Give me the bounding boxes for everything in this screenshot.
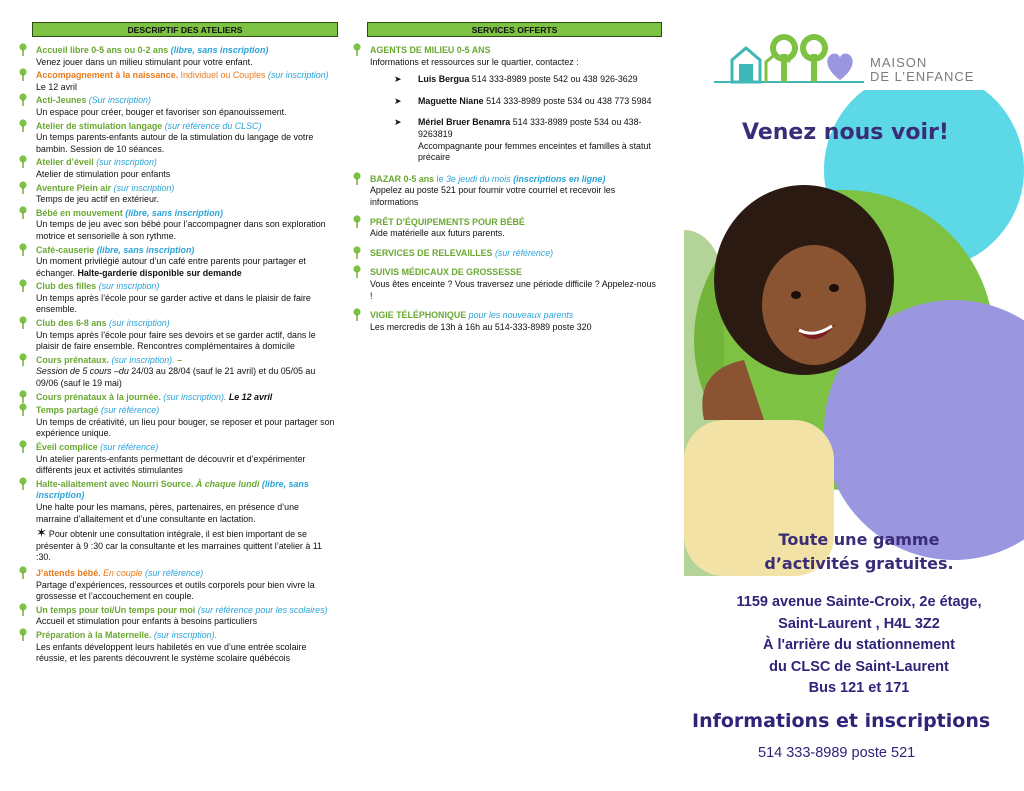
logo-wordmark: [870, 56, 974, 84]
pin-icon: [18, 440, 28, 454]
pin-icon: [352, 172, 362, 186]
activity-title: Un temps pour toi/Un temps pour moi: [36, 604, 196, 615]
contact-name: Luis Bergua: [418, 74, 470, 85]
arrow-icon: ➤: [394, 117, 402, 128]
service-bazar-when: 3e jeudi du mois: [445, 173, 511, 184]
cover-panel: [684, 0, 1024, 791]
activity-desc: Un temps après l’école pour se garder active et dans le plaisir de faire ensemble.: [36, 292, 311, 315]
activity-item: [18, 45, 336, 68]
address-block: [694, 592, 1024, 700]
activity-item: [18, 442, 336, 477]
activity-item: [18, 568, 336, 603]
info-title: Informations et inscriptions: [692, 710, 991, 732]
service-bazar-desc: Appelez au poste 521 pour fournir votre courriel et recevoir les informations: [370, 185, 616, 207]
activity-desc: Temps de jeu actif en extérieur.: [36, 194, 159, 205]
services-list: [352, 45, 660, 333]
contact-item: [394, 117, 660, 163]
activity-tag: (Sur inscription): [88, 95, 151, 106]
activity-date: Le 12 avril: [228, 391, 273, 402]
tagline: [739, 528, 979, 576]
activity-extra: Individuel ou Couples: [180, 70, 266, 81]
pin-icon: [18, 119, 28, 133]
service-relevailles-tag: (sur référence): [494, 247, 554, 258]
activities-header: DESCRIPTIF DES ATELIERS: [32, 22, 338, 37]
service-agents-title: AGENTS DE MILIEU 0-5 ANS: [370, 45, 491, 55]
pin-icon: [352, 215, 362, 229]
activity-tag: (sur référence): [145, 567, 204, 578]
activity-title: Accompagnement à la naissance.: [36, 70, 179, 81]
pin-icon: [18, 155, 28, 169]
activity-desc: Accueil et stimulation pour enfants à besoins particuliers: [36, 616, 258, 627]
logo-line-2: DE L’ENFANCE: [870, 69, 975, 84]
pin-icon: [18, 68, 28, 82]
pin-icon: [18, 279, 28, 293]
cover-illustration: [684, 90, 1024, 580]
service-suivis: [352, 267, 660, 302]
activity-tail: –: [177, 354, 183, 365]
pin-icon: [18, 316, 28, 330]
tagline-line-1: Toute une gamme: [778, 530, 940, 549]
activity-title: Préparation à la Maternelle.: [36, 629, 152, 640]
service-vigie-tag: pour les nouveaux parents: [468, 310, 574, 321]
activity-desc: 24/03 au 28/04 (sauf le 21 avril) et du 05/05 au 09/06 (sauf le 19 mai): [36, 366, 316, 389]
activity-title: Temps partagé: [36, 405, 99, 416]
contact-info: 514 333-8989 poste 542 ou 438 926-3629: [471, 74, 638, 85]
service-suivis-title: SUIVIS MÉDICAUX DE GROSSESSE: [370, 267, 522, 278]
activity-item: [18, 392, 336, 404]
activity-tag: (sur inscription): [96, 157, 157, 168]
star-icon: ✶: [36, 525, 47, 541]
headline: Venez nous voir!: [742, 120, 949, 145]
activity-title: Acti-Jeunes: [36, 95, 87, 106]
contact-list: [394, 74, 660, 164]
activity-item: [18, 630, 336, 665]
service-vigie-desc: Les mercredis de 13h à 16h au 514-333-8989 poste 320: [370, 321, 592, 332]
activity-title: Club des filles: [36, 281, 97, 292]
activity-desc: Un temps de créativité, un lieu pour bouger, se reposer et pour partager son expérience unique.: [36, 416, 335, 439]
activity-tag: (sur inscription): [109, 318, 170, 329]
activity-tag: (sur référence pour les scolaires): [197, 604, 328, 615]
activity-item: [18, 318, 336, 353]
contact-extra: Accompagnante pour femmes enceintes et familles à statut précaire: [418, 140, 651, 163]
arrow-icon: ➤: [394, 95, 402, 106]
pin-icon: [352, 246, 362, 260]
pin-icon: [18, 390, 28, 404]
service-relevailles-title: SERVICES DE RELEVAILLES: [370, 247, 493, 258]
activity-tag: (libre, sans inscription): [170, 45, 269, 55]
pin-icon: [352, 43, 362, 57]
activities-column: [18, 22, 336, 667]
pin-icon: [18, 353, 28, 367]
activity-tag: (sur référence du CLSC): [164, 120, 262, 131]
maison-enfance-logo: [714, 30, 864, 86]
lactation-note: [36, 527, 336, 564]
activity-desc-bold: Halte-garderie disponible sur demande: [77, 267, 242, 278]
activity-title-detail: À chaque lundi: [195, 478, 260, 489]
activity-item: [18, 95, 336, 118]
contact-item: [394, 96, 660, 108]
activity-item: [18, 245, 336, 280]
activity-desc: Venez jouer dans un milieu stimulant pour votre enfant.: [36, 56, 253, 67]
service-suivis-desc: Vous êtes enceinte ? Vous traversez une période difficile ? Appelez-nous !: [370, 278, 656, 301]
activity-item: [18, 183, 336, 206]
service-vigie: [352, 310, 660, 333]
activity-desc: Un temps de jeu avec son bébé pour l’accompagner dans son exploration motrice et sensorielle à son rythme.: [36, 219, 326, 241]
activity-item: [18, 479, 336, 525]
pin-icon: [18, 243, 28, 257]
activity-desc: Un espace pour créer, bouger et favoriser son épanouissement.: [36, 106, 287, 117]
service-bazar-tag: (inscriptions en ligne): [513, 173, 606, 184]
activity-title: J’attends bébé.: [36, 567, 101, 578]
service-bazar: [352, 174, 660, 209]
contact-info: 514 333-8989 poste 534 ou 438 773 5984: [486, 95, 652, 106]
address-line: 1159 avenue Sainte-Croix, 2e étage,: [736, 594, 982, 610]
activity-title: Bébé en mouvement: [36, 207, 123, 218]
activity-item: [18, 605, 336, 628]
activity-desc: Le 12 avril: [36, 81, 77, 92]
activity-tag: (libre, sans inscription): [125, 207, 223, 218]
activity-desc: Un temps parents-enfants autour de la stimulation du langage de votre bambin. Session de 10 séances.: [36, 132, 314, 154]
pin-icon: [18, 477, 28, 491]
activity-extra: En couple: [103, 567, 143, 578]
activity-desc: Partage d’expériences, ressources et outils corporels pour bien vivre la grossesse et l’accouchement en couple.: [36, 579, 315, 602]
pin-icon: [18, 628, 28, 642]
tagline-line-2: d’activités gratuites.: [764, 554, 954, 573]
pin-icon: [18, 566, 28, 580]
service-agents-desc: Informations et ressources sur le quartier, contactez :: [370, 56, 579, 67]
service-bazar-title: BAZAR 0-5 ans: [370, 173, 435, 184]
activity-title: Éveil complice: [36, 442, 98, 452]
contact-name: Maguette Niane: [418, 95, 484, 106]
service-vigie-title: VIGIE TÉLÉPHONIQUE: [370, 310, 467, 321]
activity-tag: (libre, sans inscription): [36, 478, 309, 501]
contact-item: [394, 74, 660, 86]
arrow-icon: ➤: [394, 74, 402, 85]
address-line: À l'arrière du stationnement: [763, 637, 955, 653]
activity-title: Atelier d’éveil: [36, 157, 94, 168]
activity-desc: Une halte pour les mamans, pères, partenaires, en présence d’une marraine d’allaitement et d’une consultante en lactation.: [36, 501, 299, 524]
activity-tag: (sur inscription): [113, 182, 175, 193]
activity-tag: (libre, sans inscription): [96, 244, 195, 255]
activity-tag: (sur référence): [100, 442, 159, 452]
service-agents: [352, 45, 660, 164]
activity-item: [18, 281, 336, 316]
service-pret-title: PRÊT D’ÉQUIPEMENTS POUR BÉBÉ: [370, 216, 525, 227]
pin-icon: [18, 181, 28, 195]
service-pret: [352, 217, 660, 240]
activity-tag: (sur inscription).: [153, 629, 218, 640]
pin-icon: [352, 308, 362, 322]
activity-desc: Un atelier parents-enfants permettant de découvrir et d’expérimenter différents jeux et activités stimulantes: [36, 453, 306, 476]
address-line: Bus 121 et 171: [808, 680, 910, 696]
pin-icon: [18, 93, 28, 107]
activity-title: Cours prénataux.: [36, 354, 109, 365]
pin-icon: [18, 206, 28, 220]
activity-desc: Un temps après l’école pour faire ses devoirs et se garder actif, dans le plaisir de faire ensemble. Rencontres complémentaires à domicile: [36, 329, 316, 352]
activity-title: Club des 6-8 ans: [36, 318, 107, 329]
activity-tag: (sur inscription).: [111, 354, 175, 365]
activity-tag: (sur inscription): [267, 70, 329, 81]
service-bazar-mid: le: [436, 173, 444, 184]
activity-title: Accueil libre 0-5 ans ou 0-2 ans: [36, 45, 169, 55]
address-line: du CLSC de Saint-Laurent: [769, 658, 949, 675]
contact-info: 514 333-8989 poste 534 ou 438-9263819: [418, 117, 642, 139]
activity-tag: (sur inscription): [98, 281, 160, 292]
service-relevailles: [352, 248, 660, 260]
contact-name: Mériel Bruer Benamra: [418, 117, 511, 128]
activity-desc: Un moment privilégié autour d’un café entre parents pour partager et échanger.: [36, 256, 306, 278]
activity-item: [18, 157, 336, 180]
activity-tag: (sur inscription).: [163, 391, 227, 402]
activity-title: Aventure Plein air: [36, 182, 112, 193]
pin-icon: [352, 265, 362, 279]
pin-icon: [18, 43, 28, 57]
activities-list: [18, 45, 336, 665]
activity-desc-italic: Session de 5 cours –du: [36, 366, 129, 377]
activity-item: [18, 70, 336, 93]
address-line: Saint-Laurent , H4L 3Z2: [778, 615, 940, 632]
activity-item: [18, 208, 336, 243]
note-text: Pour obtenir une consultation intégrale, il est bien important de se présenter à 9 :30 car la consultante et les marraines quittent l’atelier à 11 :30.: [36, 529, 322, 563]
activity-title: Halte-allaitement avec Nourri Source.: [36, 478, 194, 489]
activity-title: Cours prénataux à la journée.: [36, 391, 161, 402]
services-header: SERVICES OFFERTS: [367, 22, 662, 37]
activity-title: Café-causerie: [36, 244, 95, 255]
activity-title: Atelier de stimulation langage: [36, 120, 163, 131]
phone-number: 514 333-8989 poste 521: [758, 745, 916, 761]
activity-desc: Atelier de stimulation pour enfants: [36, 168, 171, 179]
pin-icon: [18, 403, 28, 417]
logo-line-1: MAISON: [870, 55, 928, 70]
activity-desc: Les enfants développent leurs habiletés en vue d’une entrée scolaire réussie, et les parents découvrent le système scolaire québécois: [36, 641, 307, 664]
activity-item: [18, 121, 336, 156]
services-column: [352, 22, 660, 341]
activity-item: [18, 405, 336, 440]
activity-tag: (sur référence): [100, 405, 160, 416]
activity-item: [18, 355, 336, 390]
service-pret-desc: Aide matérielle aux futurs parents.: [370, 228, 505, 239]
pin-icon: [18, 603, 28, 617]
